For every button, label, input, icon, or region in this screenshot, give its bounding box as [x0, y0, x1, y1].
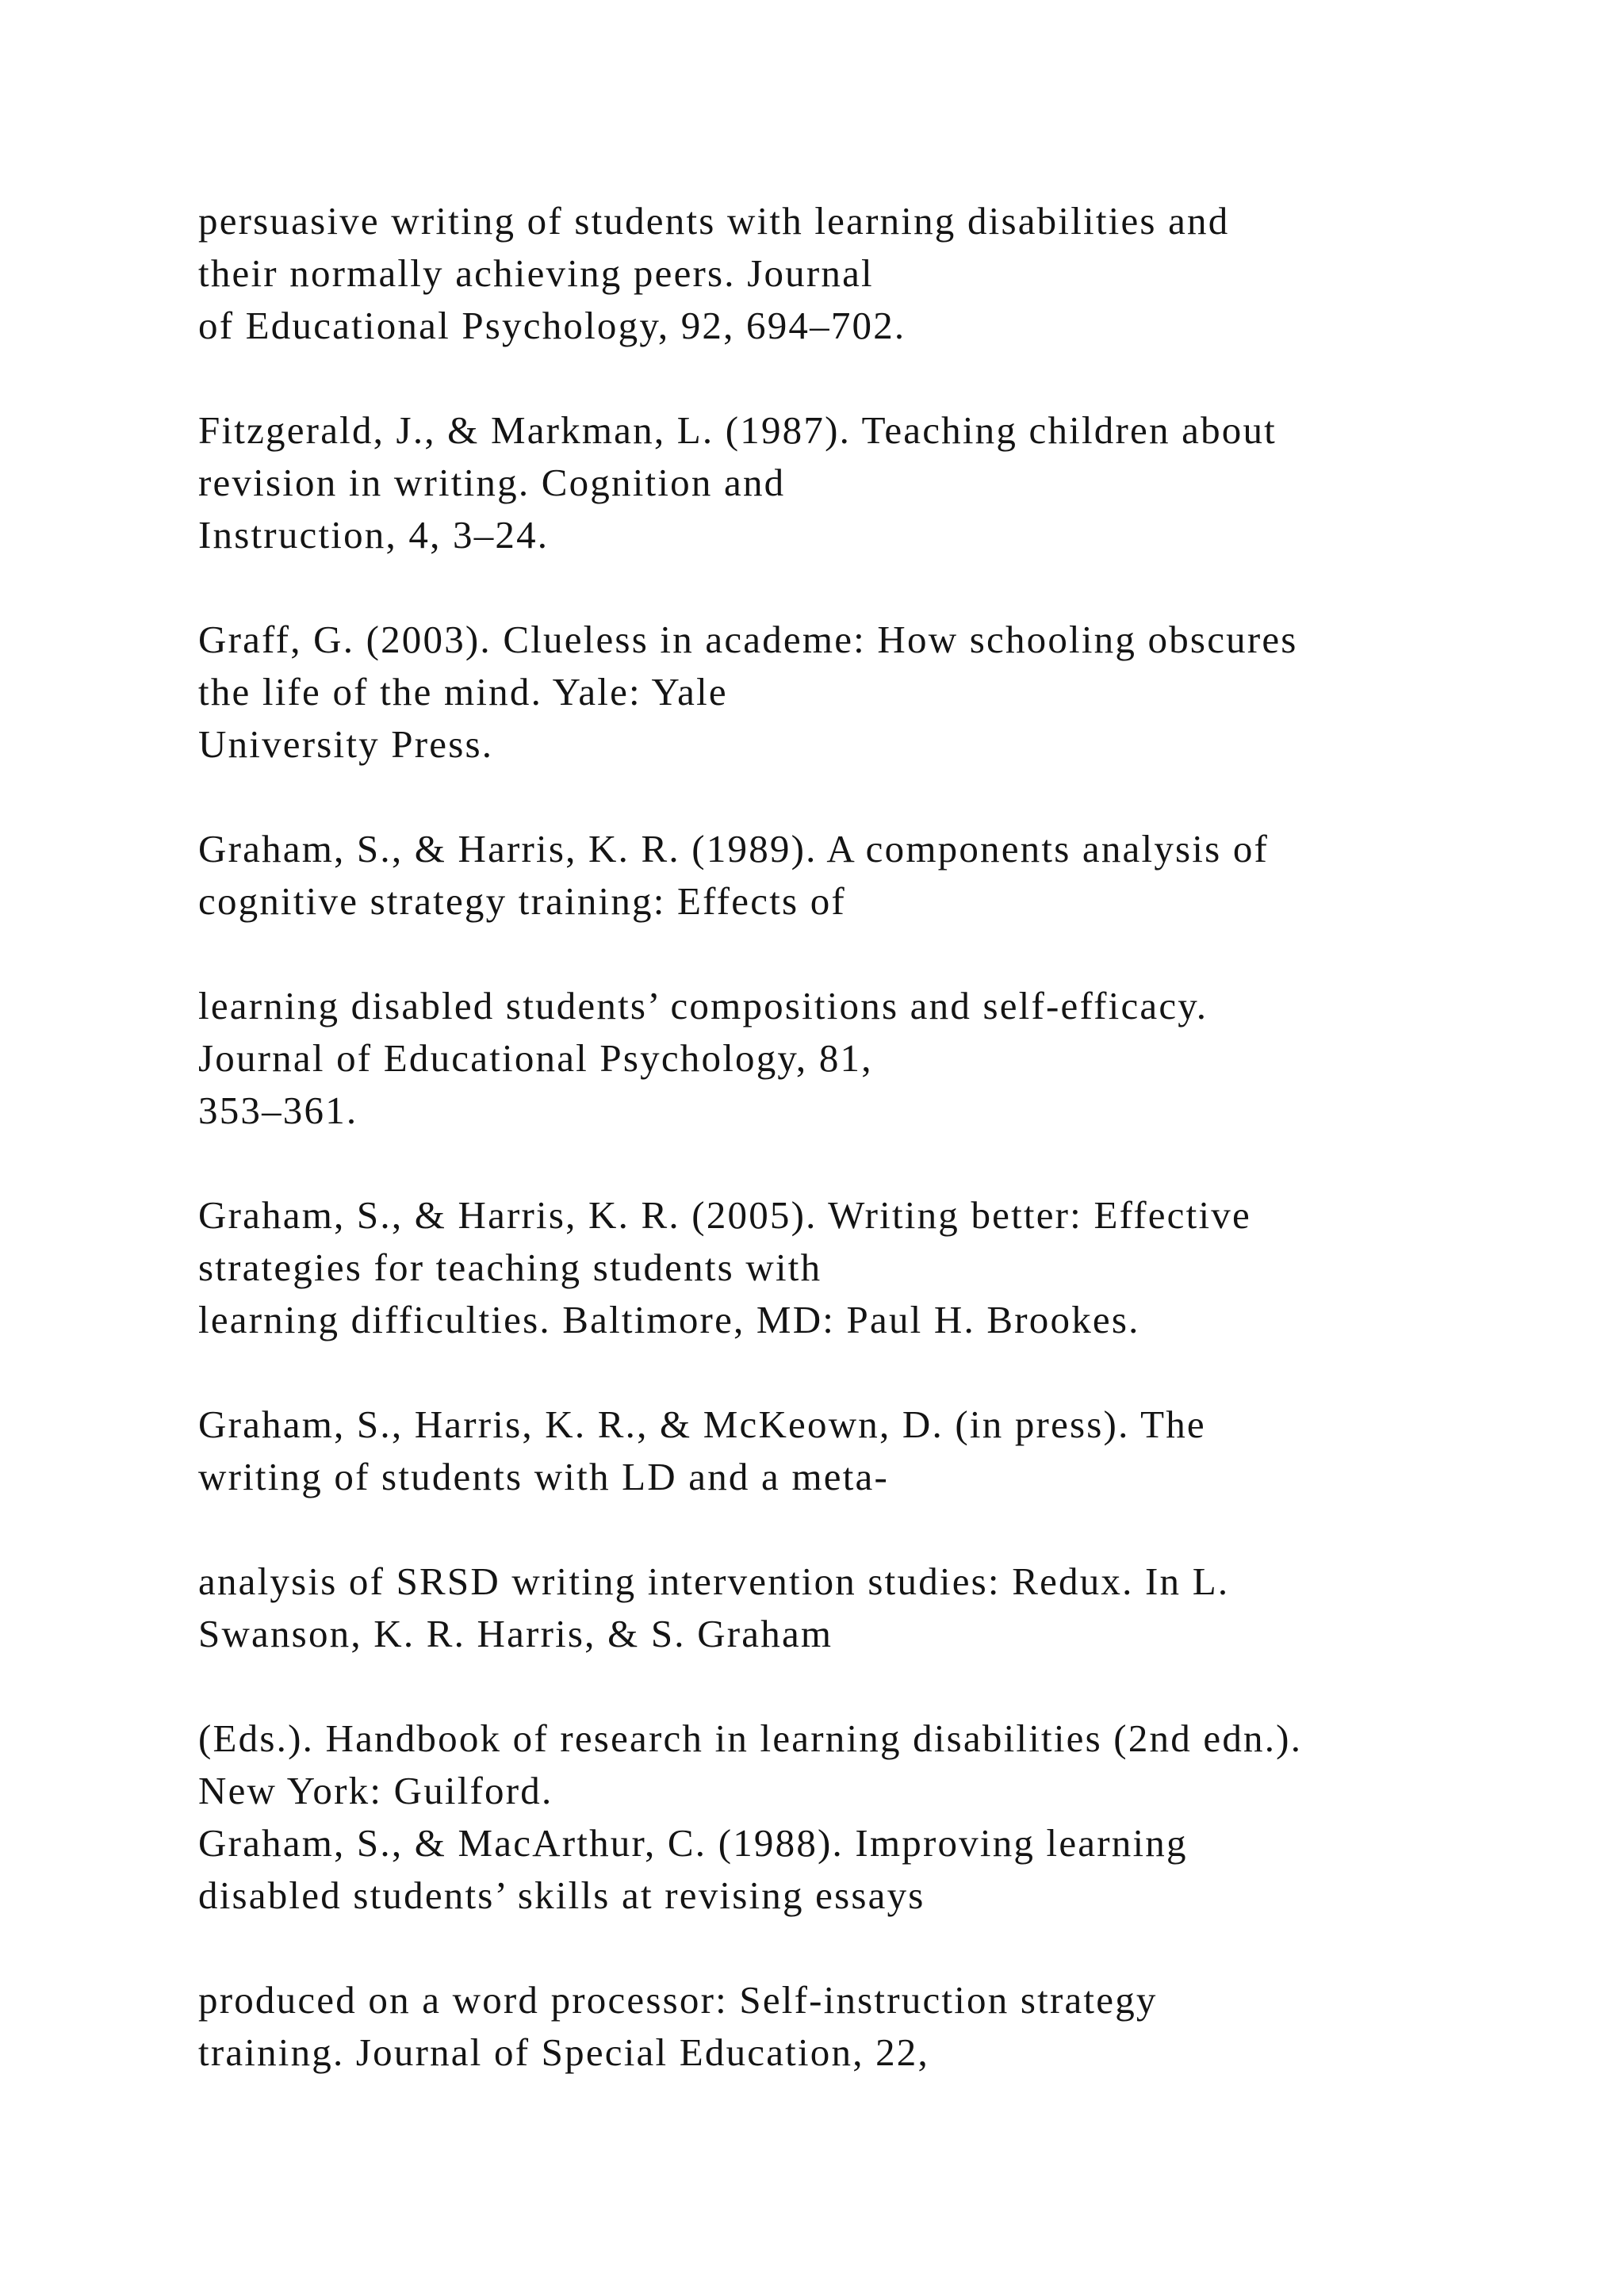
reference-line: Graham, S., & Harris, K. R. (1989). A components analysis of: [198, 827, 1270, 871]
reference-line: Graham, S., & Harris, K. R. (2005). Writing better: Effective: [198, 1193, 1251, 1237]
reference-line: the life of the mind. Yale: Yale: [198, 670, 728, 714]
reference-line: 353–361.: [198, 1089, 358, 1132]
reference-line: Fitzgerald, J., & Markman, L. (1987). Teaching children about: [198, 408, 1277, 452]
reference-line: Swanson, K. R. Harris, & S. Graham: [198, 1612, 833, 1655]
reference-line: revision in writing. Cognition and: [198, 461, 786, 504]
reference-line: University Press.: [198, 722, 494, 766]
reference-line: persuasive writing of students with learning disabilities and: [198, 199, 1230, 243]
reference-line: Graham, S., & MacArthur, C. (1988). Improving learning: [198, 1821, 1188, 1865]
reference-line: cognitive strategy training: Effects of: [198, 879, 846, 923]
reference-line: produced on a word processor: Self-instruction strategy: [198, 1978, 1158, 2022]
reference-line: of Educational Psychology, 92, 694–702.: [198, 304, 906, 347]
reference-line: Graff, G. (2003). Clueless in academe: How schooling obscures: [198, 618, 1298, 661]
reference-line: Journal of Educational Psychology, 81,: [198, 1036, 873, 1080]
reference-line: disabled students’ skills at revising essays: [198, 1873, 925, 1917]
reference-line: learning disabled students’ compositions and self-efficacy.: [198, 984, 1208, 1027]
reference-line: writing of students with LD and a meta-: [198, 1455, 889, 1498]
reference-line: New York: Guilford.: [198, 1769, 553, 1812]
reference-line: training. Journal of Special Education, 22,: [198, 2030, 929, 2074]
reference-line: (Eds.). Handbook of research in learning disabilities (2nd edn.).: [198, 1716, 1303, 1760]
reference-line: strategies for teaching students with: [198, 1246, 822, 1289]
reference-line: Graham, S., Harris, K. R., & McKeown, D. (in press). The: [198, 1402, 1206, 1446]
reference-line: learning difficulties. Baltimore, MD: Paul H. Brookes.: [198, 1298, 1140, 1341]
reference-line: analysis of SRSD writing intervention studies: Redux. In L.: [198, 1559, 1230, 1603]
reference-line: their normally achieving peers. Journal: [198, 251, 874, 295]
reference-line: Instruction, 4, 3–24.: [198, 513, 550, 557]
